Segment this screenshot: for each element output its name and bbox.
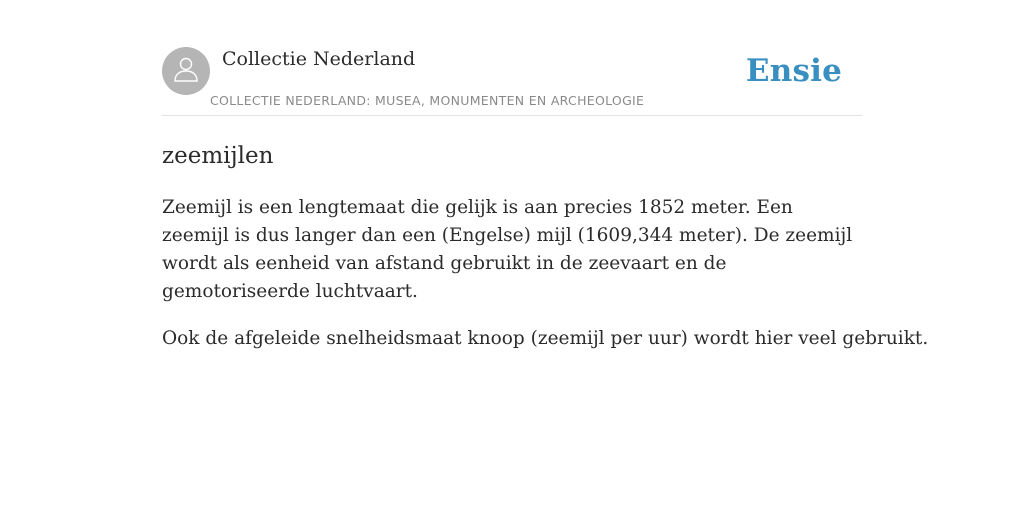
article-paragraph: Zeemijl is een lengtemaat die gelijk is aan precies 1852 meter. Een zeemijl is dus langer dan een (Engelse) mijl (1609,344 meter). De zeemijl wordt als eenheid van afstand gebruikt in de zeevaart en de gemotoriseerde luchtvaart. — [162, 197, 853, 302]
avatar[interactable] — [162, 47, 210, 95]
source-label[interactable]: COLLECTIE NEDERLAND: MUSEA, MONUMENTEN EN ARCHEOLOGIE — [210, 93, 645, 108]
page — [162, 0, 929, 353]
article-header — [162, 47, 862, 116]
article-title: zeemijlen — [162, 143, 274, 169]
brand-logo[interactable]: Ensie — [745, 53, 842, 89]
article-body — [162, 194, 929, 353]
author-name[interactable]: Collectie Nederland — [222, 48, 416, 70]
article-paragraph: Ook de afgeleide snelheidsmaat knoop (zeemijl per uur) wordt hier veel gebruikt. — [162, 328, 929, 349]
user-icon — [171, 54, 201, 89]
